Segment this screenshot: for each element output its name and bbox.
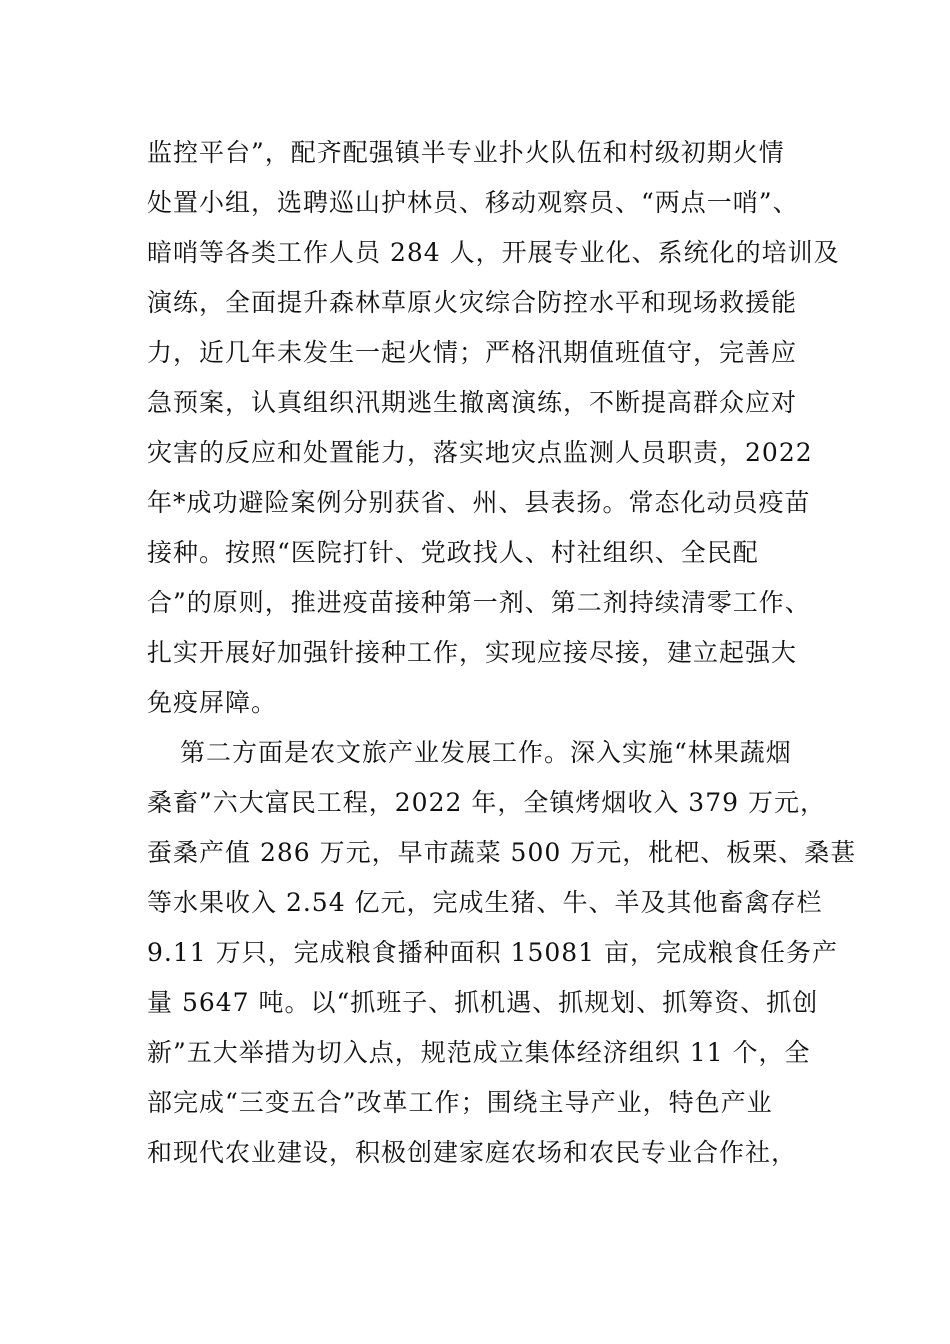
text-line: 和现代农业建设，积极创建家庭农场和农民专业合作社， <box>147 1138 798 1167</box>
text-line: 年*成功避险案例分别获省、州、县表扬。常态化动员疫苗 <box>147 488 811 517</box>
text-line: 急预案，认真组织汛期逃生撤离演练，不断提高群众应对 <box>147 388 798 417</box>
text-line: 扎实开展好加强针接种工作，实现应接尽接，建立起强大 <box>147 638 798 667</box>
text-line: 免疫屏障。 <box>147 688 278 717</box>
text-line: 蚕桑产值 286 万元，早市蔬菜 500 万元，枇杷、板栗、桑葚 <box>147 838 857 867</box>
paragraph-start-line: 第二方面是农文旅产业发展工作。深入实施“林果蔬烟 <box>180 738 792 767</box>
text-line: 演练，全面提升森林草原火灾综合防控水平和现场救援能 <box>147 288 798 317</box>
text-line: 桑畜”六大富民工程，2022 年，全镇烤烟收入 379 万元， <box>147 788 826 817</box>
text-line: 等水果收入 2.54 亿元，完成生猪、牛、羊及其他畜禽存栏 <box>147 888 823 917</box>
text-line: 部完成“三变五合”改革工作；围绕主导产业，特色产业 <box>147 1088 773 1117</box>
text-line: 量 5647 吨。以“抓班子、抓机遇、抓规划、抓筹资、抓创 <box>147 988 819 1017</box>
text-line: 9.11 万只，完成粮食播种面积 15081 亩，完成粮食任务产 <box>147 938 839 967</box>
text-line: 灾害的反应和处置能力，落实地灾点监测人员职责，2022 <box>147 438 813 467</box>
text-line: 合”的原则，推进疫苗接种第一剂、第二剂持续清零工作、 <box>147 588 811 617</box>
text-line: 暗哨等各类工作人员 284 人，开展专业化、系统化的培训及 <box>147 238 840 267</box>
text-line: 监控平台”，配齐配强镇半专业扑火队伍和村级初期火情 <box>147 138 785 167</box>
body-text <box>147 131 857 1181</box>
text-line: 处置小组，选聘巡山护林员、移动观察员、“两点一哨”、 <box>147 188 799 217</box>
text-line: 力，近几年未发生一起火情；严格汛期值班值守，完善应 <box>147 338 798 367</box>
text-line: 接种。按照“医院打针、党政找人、村社组织、全民配 <box>147 538 759 567</box>
text-line: 新”五大举措为切入点，规范成立集体经济组织 11 个，全 <box>147 1038 811 1067</box>
